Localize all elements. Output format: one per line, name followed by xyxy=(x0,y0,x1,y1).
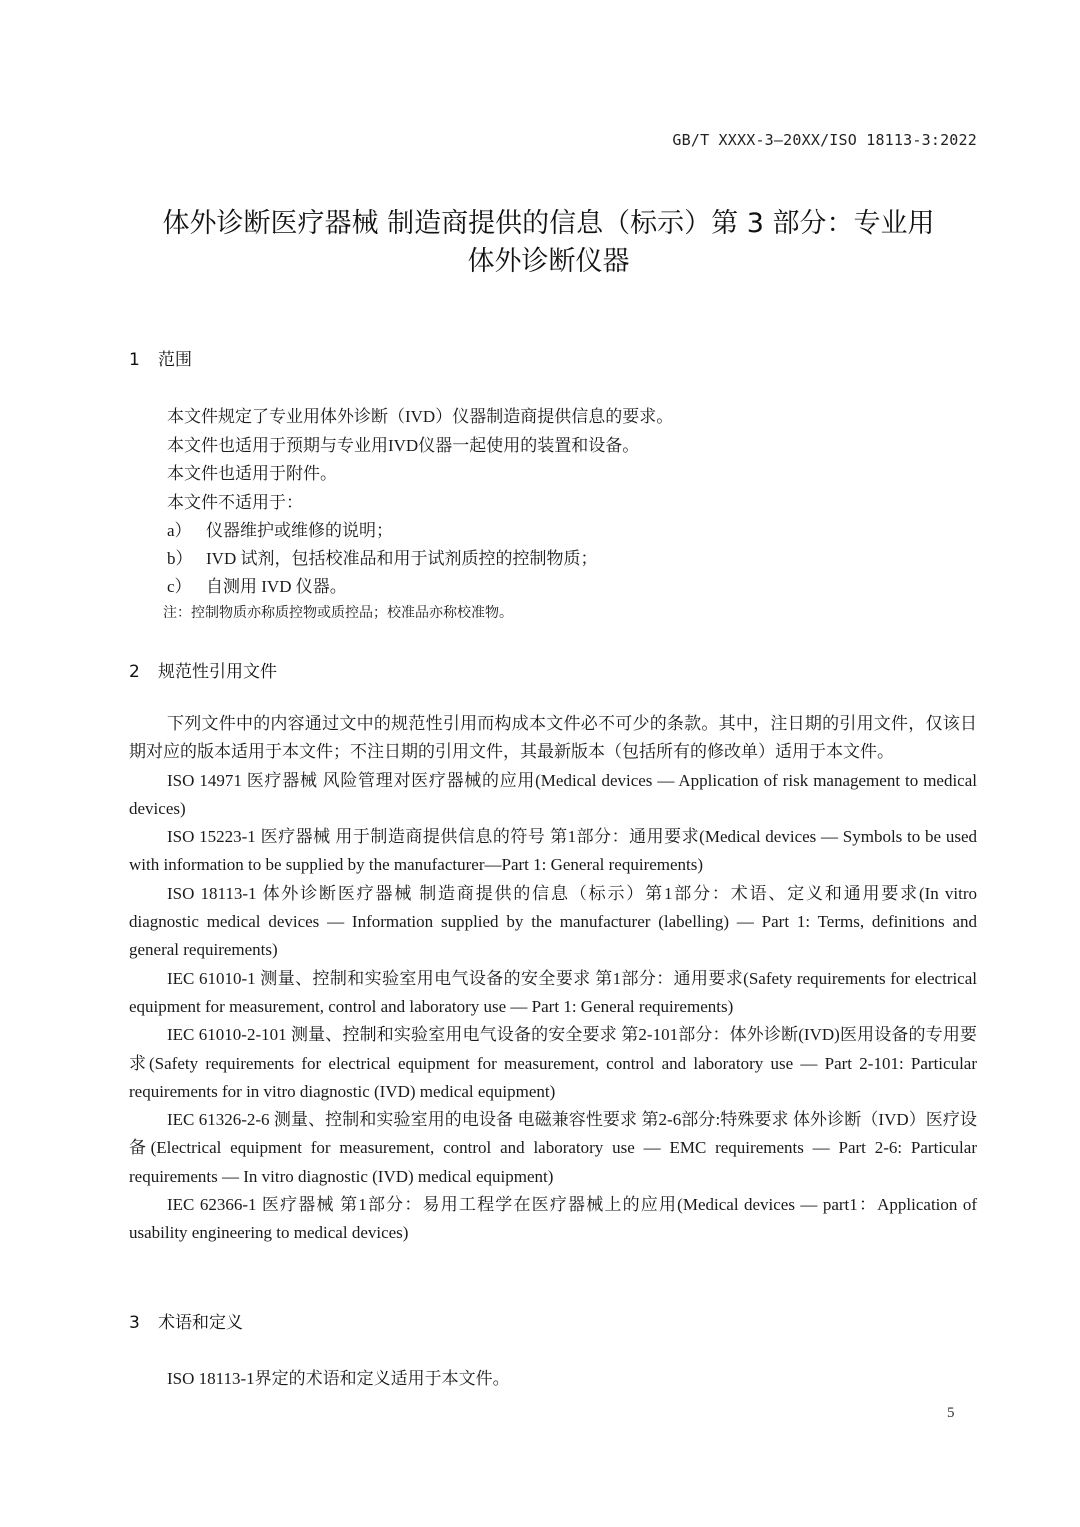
section-title: 规范性引用文件 xyxy=(158,662,277,682)
scope-paragraph: 本文件规定了专业用体外诊断（IVD）仪器制造商提供信息的要求。 xyxy=(167,407,674,426)
scope-paragraph: 本文件也适用于预期与专业用IVD仪器一起使用的装置和设备。 xyxy=(167,436,640,455)
reference-entry: IEC 61010-1 测量、控制和实验室用电气设备的安全要求 第1部分：通用要求(Safety requirements for electrical equipment for measurement, control and laboratory use — Part 1: General requirements) xyxy=(129,968,977,1016)
section-1-heading xyxy=(129,345,192,370)
section-number: 1 xyxy=(129,350,140,370)
scope-paragraph: 本文件也适用于附件。 xyxy=(167,464,337,483)
section-number: 3 xyxy=(129,1313,140,1333)
note: 注：控制物质亦称质控物或质控品；校准品亦称校准物。 xyxy=(163,606,513,621)
section-number: 2 xyxy=(129,662,140,682)
document-title-line2: 体外诊断仪器 xyxy=(467,246,630,277)
section-3-heading xyxy=(129,1308,243,1333)
reference-entry: IEC 62366-1 医疗器械 第1部分：易用工程学在医疗器械上的应用(Medical devices — part1：Application of usability engineering to medical devices) xyxy=(129,1195,977,1243)
list-text: 仪器维护或维修的说明； xyxy=(206,521,393,540)
section-title: 术语和定义 xyxy=(158,1313,243,1333)
section-2-heading xyxy=(129,657,277,682)
reference-entry: ISO 15223-1 医疗器械 用于制造商提供信息的符号 第1部分：通用要求(Medical devices — Symbols to be used with information to be supplied by the manufacturer—Part 1: General requirements) xyxy=(129,827,977,875)
reference-entry: IEC 61010-2-101 测量、控制和实验室用电气设备的安全要求 第2-101部分：体外诊断(IVD)医用设备的专用要求(Safety requirements for electrical equipment for measurement, control and laboratory use — Part 2-101: Particular requirements for in vitro diagnostic (IVD) medical equipment) xyxy=(129,1025,977,1101)
reference-entry: ISO 18113-1 体外诊断医疗器械 制造商提供的信息（标示）第1部分：术语、定义和通用要求(In vitro diagnostic medical devices — Information supplied by the manufacturer (labelling) — Part 1: Terms, definitions and general requirements) xyxy=(129,883,977,960)
reference-entry: ISO 14971 医疗器械 风险管理对医疗器械的应用(Medical devices — Application of risk management to medical devices) xyxy=(129,770,977,818)
list-marker: a） xyxy=(167,521,192,540)
terms-paragraph: ISO 18113-1界定的术语和定义适用于本文件。 xyxy=(167,1369,510,1388)
list-item xyxy=(167,544,597,569)
reference-entry: IEC 61326-2-6 测量、控制和实验室用的电设备 电磁兼容性要求 第2-6部分:特殊要求 体外诊断（IVD）医疗设备(Electrical equipment for measurement, control and laboratory use — EMC requirements — Part 2-6: Particular requirements — In vitro diagnostic (IVD) medical equipment) xyxy=(129,1110,977,1186)
scope-paragraph: 本文件不适用于： xyxy=(167,493,303,512)
document-title xyxy=(120,205,977,281)
list-marker: c） xyxy=(167,577,192,596)
list-marker: b） xyxy=(167,549,193,568)
page-number: 5 xyxy=(947,1405,955,1421)
list-item xyxy=(167,516,393,541)
standard-code: GB/T XXXX-3—20XX/ISO 18113-3:2022 xyxy=(672,131,977,149)
normative-references xyxy=(129,710,977,1248)
list-text: IVD 试剂，包括校准品和用于试剂质控的控制物质； xyxy=(206,549,598,568)
list-item xyxy=(167,572,347,597)
list-text: 自测用 IVD 仪器。 xyxy=(206,577,347,596)
references-intro: 下列文件中的内容通过文中的规范性引用而构成本文件必不可少的条款。其中，注日期的引用文件，仅该日期对应的版本适用于本文件；不注日期的引用文件，其最新版本（包括所有的修改单）适用于本文件。 xyxy=(129,714,977,762)
document-title-line1: 体外诊断医疗器械 制造商提供的信息（标示）第 3 部分：专业用 xyxy=(162,208,935,239)
section-title: 范围 xyxy=(158,350,192,370)
